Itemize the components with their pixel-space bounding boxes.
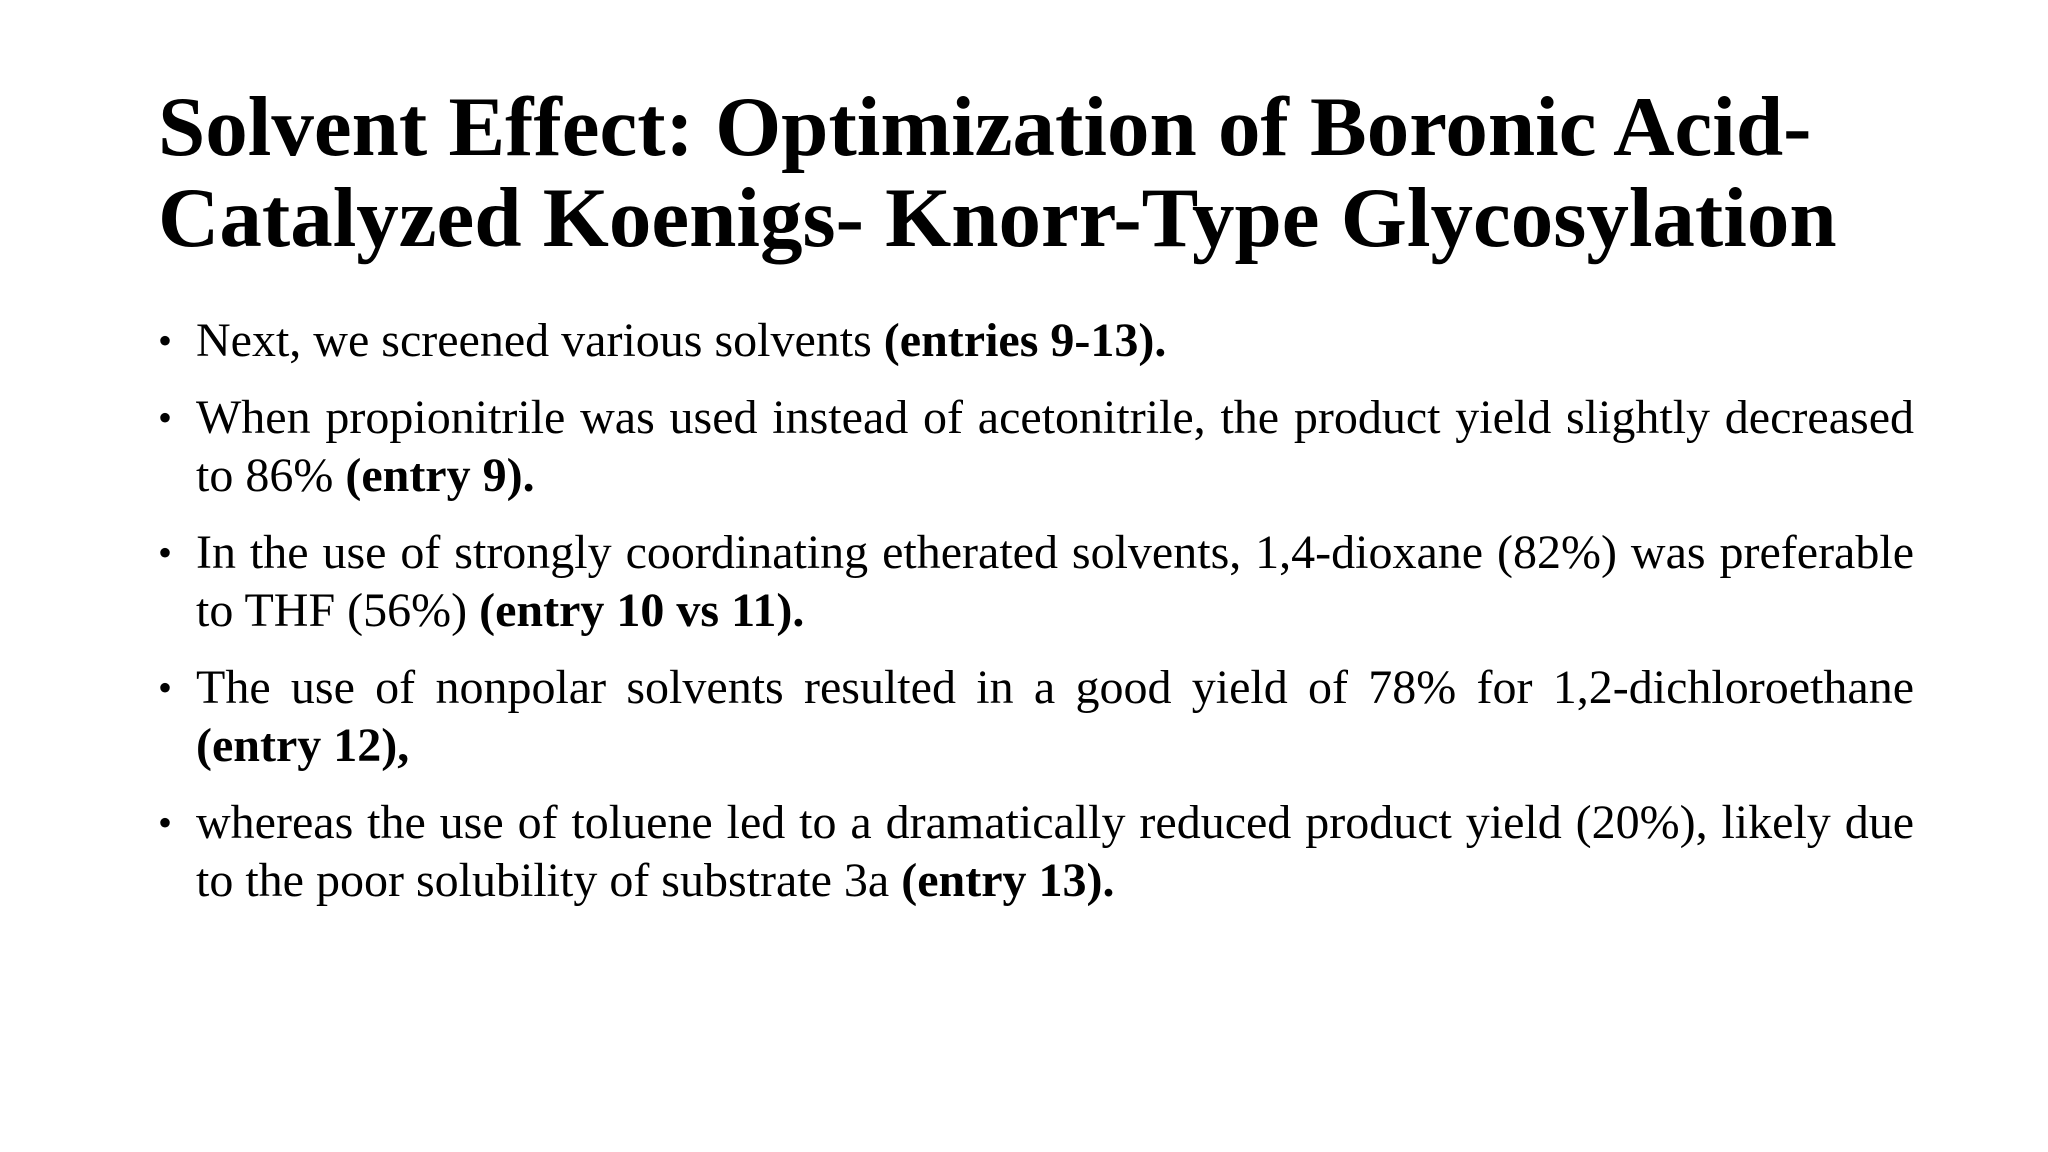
- bullet-item-5: [158, 794, 1914, 910]
- bullet-entry-ref: (entry 13).: [901, 854, 1115, 907]
- bullet-text: When propionitrile was used instead of acetonitrile, the product yield slightly decreased to 86%: [196, 391, 1914, 502]
- bullet-item-2: [158, 389, 1914, 505]
- bullet-item-1: [158, 312, 1914, 370]
- bullet-text: In the use of strongly coordinating etherated solvents, 1,4-dioxane (82%) was preferable to THF (56%): [196, 526, 1914, 637]
- bullet-item-4: [158, 659, 1914, 775]
- bullet-list: [158, 312, 1914, 929]
- bullet-item-3: [158, 524, 1914, 640]
- slide-title-line-2: Catalyzed Koenigs- Knorr-Type Glycosylation: [158, 171, 1837, 265]
- bullet-entry-ref: (entry 9).: [345, 449, 535, 502]
- slide-title-line-1: Solvent Effect: Optimization of Boronic Acid-: [158, 80, 1812, 174]
- bullet-entry-ref: (entry 12),: [196, 719, 410, 772]
- bullet-entry-ref: (entries 9-13).: [883, 314, 1167, 367]
- bullet-text: The use of nonpolar solvents resulted in a good yield of 78% for 1,2-dichloroethane: [196, 661, 1914, 714]
- bullet-text: Next, we screened various solvents: [196, 314, 884, 367]
- slide-title: [158, 82, 1918, 264]
- bullet-text: whereas the use of toluene led to a dramatically reduced product yield (20%), likely due to the poor solubility of substrate 3a: [196, 796, 1914, 907]
- bullet-entry-ref: (entry 10 vs 11).: [479, 584, 805, 637]
